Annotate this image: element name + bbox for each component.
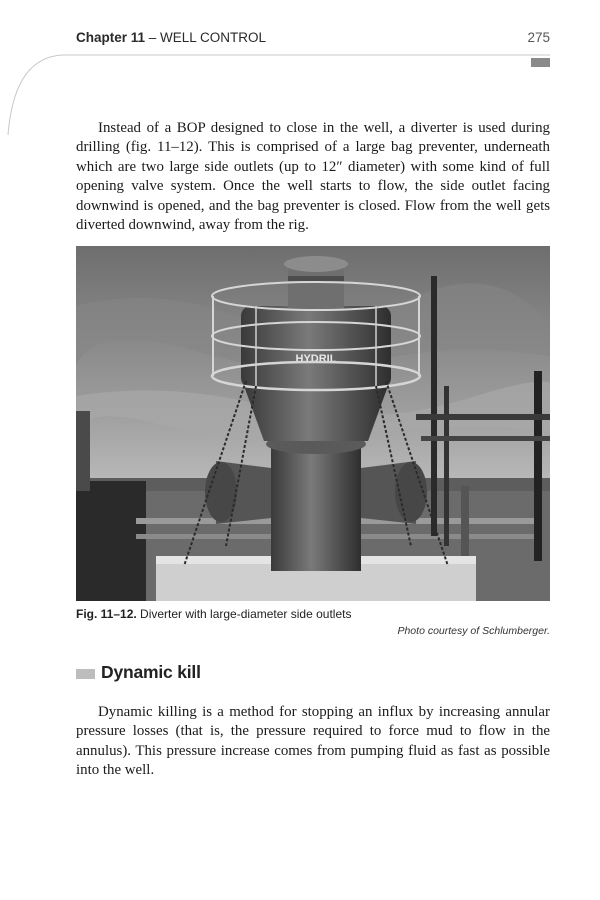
chapter-separator: – [145, 30, 161, 45]
photo-credit: Photo courtesy of Schlumberger. [397, 625, 550, 637]
page-tab-marker [531, 58, 550, 67]
figure-caption [76, 607, 351, 621]
diverter-photo [76, 246, 550, 601]
chapter-label: Chapter 11 [76, 30, 146, 45]
chapter-title: WELL CONTROL [160, 30, 267, 45]
page-number: 275 [527, 30, 550, 45]
intro-paragraph: Instead of a BOP designed to close in the well, a diverter is used during drilling (fig. 11–12). This is comprised of a large bag preventer, underneath which are two large side outlets (up to 12″ diameter) with some kind of full opening valve system. Once the well starts to flow, the side outlet facing downwind is opened, and the bag preventer is closed. Flow from the well gets diverted downwind, away from the rig. [76, 120, 550, 234]
section-paragraph: Dynamic killing is a method for stopping an influx by increasing annular pressure losses (that is, the pressure required to force mud to flow in the annulus). This pressure increase comes from pumping fluid as fast as possible into the well. [76, 704, 550, 779]
figure-number: Fig. 11–12. [76, 607, 137, 621]
section-heading: Dynamic kill [101, 662, 201, 682]
figure-caption-text: Diverter with large-diameter side outlets [136, 607, 352, 621]
photo-brand-label: HYDRIL [295, 353, 337, 365]
section-marker [76, 669, 95, 679]
